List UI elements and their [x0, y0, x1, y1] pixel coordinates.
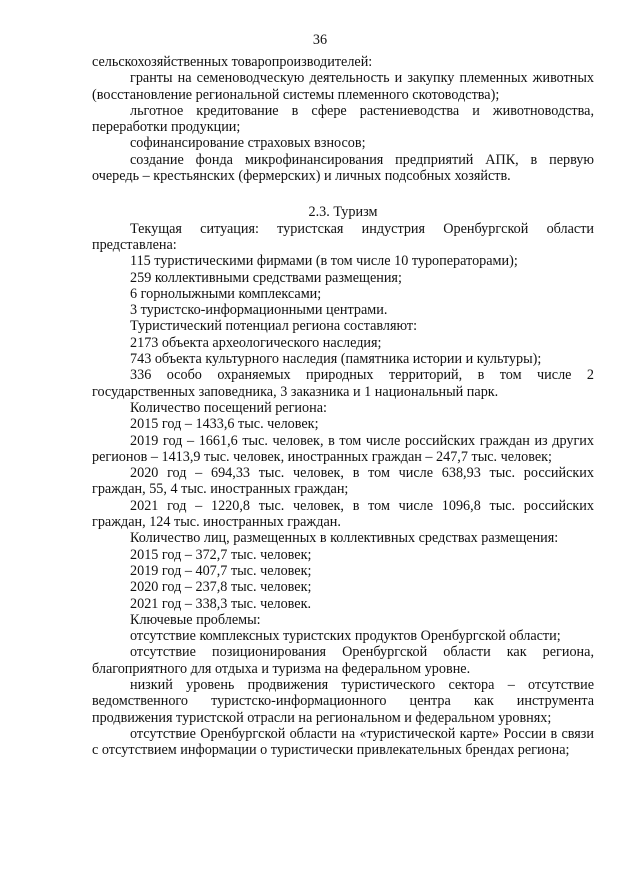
paragraph: 2020 год – 694,33 тыс. человек, в том числе 638,93 тыс. российских граждан, 55, 4 тыс. иностранных граждан; [92, 465, 594, 498]
paragraph: 336 особо охраняемых природных территорий, в том числе 2 государственных заповедника, 3 заказника и 1 национальный парк. [92, 367, 594, 400]
paragraph: Текущая ситуация: туристская индустрия Оренбургской области представлена: [92, 220, 594, 253]
paragraph: 2019 год – 1661,6 тыс. человек, в том числе российских граждан из других регионов – 1413,9 тыс. человек, иностранных граждан – 247,7 тыс. человек; [92, 432, 594, 465]
paragraph: 2015 год – 1433,6 тыс. человек; [130, 416, 319, 433]
paragraph: Количество посещений региона: [130, 399, 327, 416]
page-number: 36 [312, 32, 328, 48]
paragraph: 2173 объекта археологического наследия; [130, 334, 382, 351]
paragraph: 2019 год – 407,7 тыс. человек; [130, 562, 312, 579]
paragraph: 115 туристическими фирмами (в том числе 10 туроператорами); [130, 253, 518, 270]
paragraph: отсутствие Оренбургской области на «туристической карте» России в связи с отсутствием информации о туристически привлекательных брендах региона; [92, 725, 594, 759]
document-body [92, 54, 594, 758]
paragraph: низкий уровень продвижения туристического сектора – отсутствие ведомственного туристско-информационного центра как инструмента продвижения туристской отрасли на региональном и федеральном уровнях; [92, 676, 594, 726]
paragraph: Ключевые проблемы: [130, 611, 261, 628]
paragraph: гранты на семеноводческую деятельность и закупку племенных животных (восстановление региональной системы племенного скотоводства); [92, 70, 594, 103]
section-heading: 2.3. Туризм [308, 204, 378, 221]
paragraph: Количество лиц, размещенных в коллективных средствах размещения: [130, 530, 559, 547]
paragraph: 259 коллективными средствами размещения; [130, 269, 402, 286]
paragraph: отсутствие позиционирования Оренбургской области как региона, благоприятного для отдыха и туризма на федеральном уровне. [92, 644, 594, 677]
paragraph: льготное кредитование в сфере растениеводства и животноводства, переработки продукции; [92, 102, 594, 136]
paragraph: 2020 год – 237,8 тыс. человек; [130, 579, 312, 596]
paragraph: 3 туристско-информационными центрами. [130, 302, 388, 319]
paragraph: софинансирование страховых взносов; [130, 135, 366, 152]
paragraph: 743 объекта культурного наследия (памятника истории и культуры); [130, 351, 542, 368]
paragraph: Туристический потенциал региона составляют: [130, 318, 418, 335]
paragraph: отсутствие комплексных туристских продуктов Оренбургской области; [130, 628, 561, 645]
paragraph: создание фонда микрофинансирования предприятий АПК, в первую очередь – крестьянских (фермерских) и личных подсобных хозяйств. [92, 151, 594, 185]
paragraph: 2015 год – 372,7 тыс. человек; [130, 546, 312, 563]
paragraph: сельскохозяйственных товаропроизводителей: [92, 54, 373, 70]
paragraph: 2021 год – 338,3 тыс. человек. [130, 595, 312, 612]
paragraph: 2021 год – 1220,8 тыс. человек, в том числе 1096,8 тыс. российских граждан, 124 тыс. иностранных граждан. [92, 497, 594, 531]
paragraph: 6 горнолыжными комплексами; [130, 285, 322, 302]
